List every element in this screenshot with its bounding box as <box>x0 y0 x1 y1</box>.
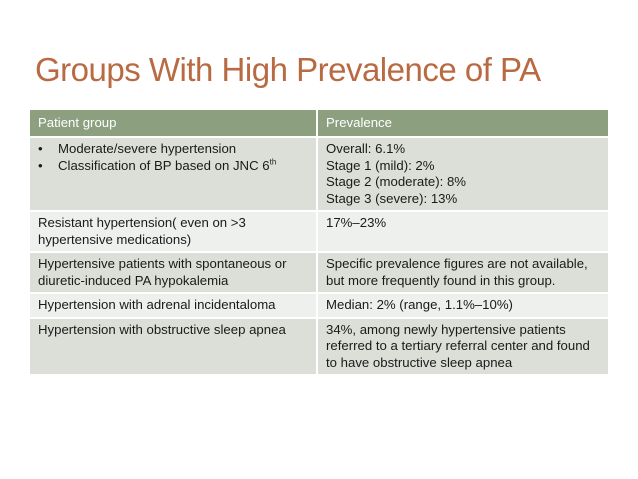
table-row <box>30 137 608 211</box>
patient-group-cell: Hypertensive patients with spontaneous or diuretic-induced PA hypokalemia <box>30 252 317 293</box>
bullet-list <box>38 141 308 174</box>
slide-title: Groups With High Prevalence of PA <box>35 51 541 88</box>
prevalence-line: Stage 2 (moderate): 8% <box>326 174 467 189</box>
patient-group-cell: Hypertension with obstructive sleep apnea <box>30 318 317 375</box>
prevalence-table <box>30 110 608 374</box>
table-header-row <box>30 110 608 137</box>
prevalence-cell: 34%, among newly hypertensive patients referred to a tertiary referral center and found to have obstructive sleep apnea <box>317 318 608 375</box>
prevalence-cell: Median: 2% (range, 1.1%–10%) <box>317 293 608 318</box>
prevalence-cell: Specific prevalence figures are not available, but more frequently found in this group. <box>317 252 608 293</box>
list-item: • Moderate/severe hypertension <box>38 141 308 158</box>
header-prevalence: Prevalence <box>317 110 608 137</box>
prevalence-line: Stage 1 (mild): 2% <box>326 157 435 173</box>
table-row <box>30 293 608 318</box>
prevalence-cell <box>317 137 608 211</box>
header-patient-group: Patient group <box>30 110 317 137</box>
table-row <box>30 252 608 293</box>
table-row <box>30 318 608 375</box>
patient-group-cell: Resistant hypertension( even on >3 hypertensive medications) <box>30 211 317 252</box>
superscript: th <box>269 157 277 167</box>
patient-group-cell: Hypertension with adrenal incidentaloma <box>30 293 317 318</box>
list-item: • Classification of BP based on JNC 6th <box>38 158 308 175</box>
top-border <box>0 0 638 4</box>
prevalence-line: Overall: 6.1% <box>326 141 406 156</box>
prevalence-cell: 17%–23% <box>317 211 608 252</box>
patient-group-cell <box>30 137 317 211</box>
table-row <box>30 211 608 252</box>
prevalence-line: Stage 3 (severe): 13% <box>326 190 458 206</box>
